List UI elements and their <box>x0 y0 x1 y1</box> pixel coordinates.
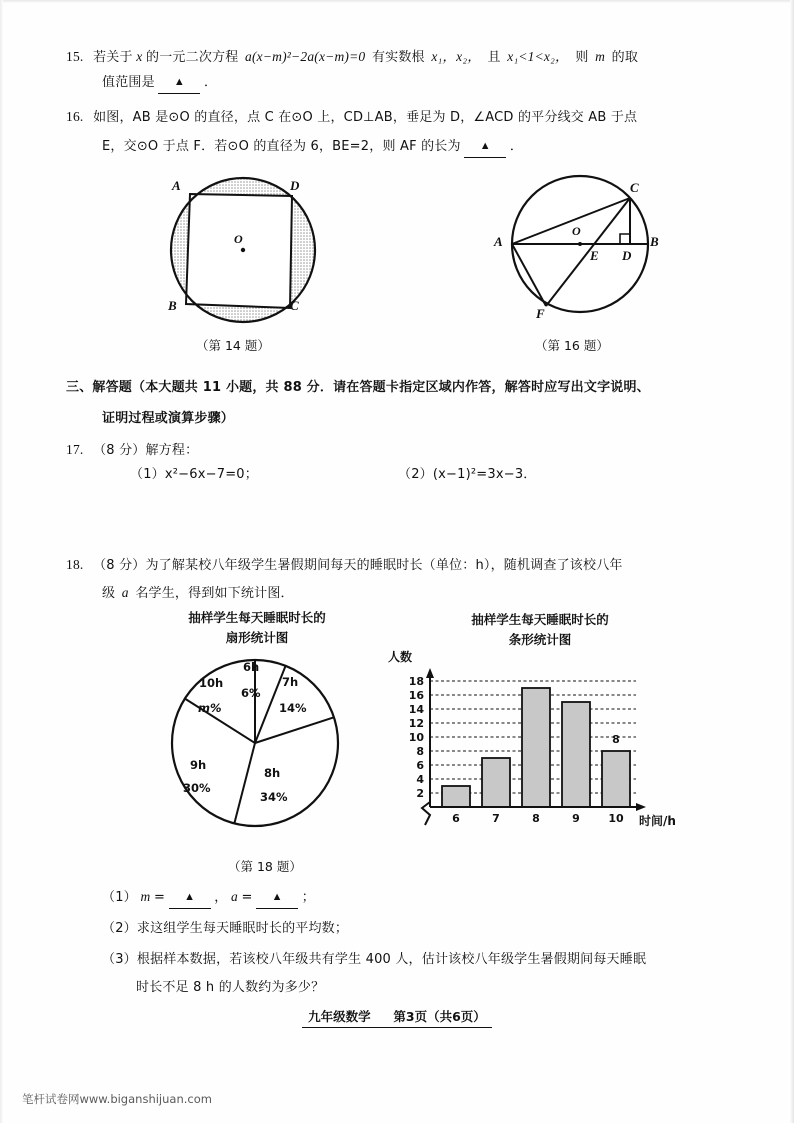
bar-ytick-12: 12 <box>408 717 424 730</box>
bar-chart-title-line-1: 抽样学生每天睡眠时长的 <box>471 612 609 627</box>
q18-part2-text: （2）求这组学生每天睡眠时长的平均数； <box>102 921 349 936</box>
bar-ytick-16: 16 <box>408 689 424 702</box>
figure-14-label-O: O <box>234 232 243 246</box>
bar-ytick-4: 4 <box>416 773 424 786</box>
question-18-part-2 <box>102 915 348 941</box>
q18-text-2b: 名学生，得到如下统计图． <box>135 586 294 601</box>
scan-edge-left <box>0 0 3 1123</box>
q18-part3-text-1: （3）根据样本数据，若该校八年级共有学生 400 人，估计该校八年级学生暑假期间每天睡眠 <box>102 952 647 967</box>
figure-16-label-B: B <box>650 234 659 249</box>
q17-equation-1: （1）x²−6x−7=0； <box>130 467 258 482</box>
blank-triangle-icon: ▲ <box>271 891 283 903</box>
figure-14-label-C: C <box>290 298 299 313</box>
pie-chart-title-line-1: 抽样学生每天睡眠时长的 <box>188 610 326 625</box>
q16-text-1: 如图，AB 是⊙O 的直径，点 C 在⊙O 上，CD⊥AB，垂足为 D，∠ACD 的平分线交 AB 于点 <box>93 110 638 125</box>
answer-blank-q16[interactable] <box>464 132 506 158</box>
pie-label-6h-name: 6h <box>243 660 260 674</box>
question-18-part-3-line-1 <box>102 946 646 972</box>
q15-text-c: 有实数根 <box>371 50 425 65</box>
q18-part1-separator: ， <box>214 890 228 905</box>
figure-16-label-A: A <box>494 234 503 249</box>
blank-triangle-icon: ▲ <box>479 140 491 152</box>
pie-label-9h-value: 30% <box>183 781 211 795</box>
answer-blank-q15[interactable] <box>158 68 200 94</box>
section-3-heading-line-2 <box>102 405 234 431</box>
q16-text-2: E，交⊙O 于点 F．若⊙O 的直径为 6，BE=2，则 AF 的长为 <box>102 139 461 154</box>
figure-18-caption: （第 18 题） <box>228 859 302 874</box>
q15-text-g: 值范围是 <box>102 75 155 90</box>
question-15-line-2 <box>102 69 217 95</box>
scan-edge-top <box>0 0 794 3</box>
figure-16-label-F: F <box>536 306 545 321</box>
blank-triangle-icon: ▲ <box>173 76 185 88</box>
question-17-number: 17. <box>66 442 84 457</box>
bar-ytick-14: 14 <box>408 703 424 716</box>
figure-16-label-C: C <box>630 180 639 195</box>
q18-part1-prefix: （1） <box>102 890 137 905</box>
q17-prompt-text: （8 分）解方程： <box>93 443 199 458</box>
pie-label-10h-value: m% <box>198 701 222 715</box>
bar-chart-y-axis-label: 人数 <box>388 650 413 664</box>
figure-16-caption: （第 16 题） <box>535 338 609 353</box>
q15-formula: a(x−m)²−2a(x−m)=0 <box>245 49 366 64</box>
question-17-part-1 <box>130 461 258 487</box>
pie-label-7h-value: 14% <box>279 701 307 715</box>
section-3-heading-line-1 <box>66 374 650 400</box>
bar-chart-x-axis-label: 时间/h <box>639 814 676 828</box>
question-18-line-1 <box>66 552 623 578</box>
pie-chart-title-line-2: 扇形统计图 <box>225 630 289 645</box>
q15-var-x: x <box>136 49 143 64</box>
bar-ytick-10: 10 <box>408 731 424 744</box>
q15-text-a: 若关于 <box>93 50 133 65</box>
q15-roots: x₁，x₂， <box>431 49 481 64</box>
q18-text-1: （8 分）为了解某校八年级学生暑假期间每天的睡眠时长（单位：h），随机调查了该校八年 <box>93 558 623 573</box>
figure-16-label-E: E <box>590 248 599 263</box>
bar-ytick-2: 2 <box>416 787 424 800</box>
bar-xtick-10: 10 <box>608 812 624 825</box>
figure-16 <box>484 172 694 337</box>
bar-data-label-10h: 8 <box>612 733 620 746</box>
figure-16-label-O: O <box>572 224 581 238</box>
question-17-prompt <box>66 437 198 463</box>
question-18-part-1 <box>102 884 315 910</box>
q15-var-m: m <box>595 49 606 64</box>
q18-var-a: a <box>121 585 129 600</box>
figure-14-label-D: D <box>290 178 300 193</box>
q15-text-f: 的取 <box>611 50 639 65</box>
q15-text-e: 则 <box>575 50 589 65</box>
bar-xtick-7: 7 <box>492 812 500 825</box>
bar-ytick-18: 18 <box>408 675 424 688</box>
figure-14 <box>138 172 348 332</box>
q18-part3-text-2: 时长不足 8 h 的人数约为多少？ <box>136 980 325 995</box>
figure-14-caption: （第 14 题） <box>196 338 270 353</box>
q18-part1-var-m: m <box>140 889 151 904</box>
pie-label-10h-name: 10h <box>199 676 224 690</box>
bar-chart <box>398 655 648 830</box>
scan-edge-right <box>790 0 794 1123</box>
question-15-number: 15. <box>66 49 84 64</box>
bar-chart-title-line-2: 条形统计图 <box>508 632 572 647</box>
q18-part1-end: ； <box>301 890 315 905</box>
footer-subject: 九年级数学 <box>308 1009 371 1024</box>
bar-xtick-6: 6 <box>452 812 460 825</box>
question-16-line-1 <box>66 104 637 130</box>
figure-16-label-D: D <box>622 248 632 263</box>
question-16-line-2 <box>102 133 523 159</box>
q15-text-b: 的一元二次方程 <box>146 50 239 65</box>
page-footer <box>0 1007 794 1028</box>
figure-14-label-A: A <box>172 178 181 193</box>
q16-period: ． <box>509 139 524 154</box>
question-16-number: 16. <box>66 109 84 124</box>
pie-label-9h-name: 9h <box>190 758 207 772</box>
pie-chart <box>160 648 350 838</box>
q15-period: ． <box>203 75 218 90</box>
figure-14-label-B: B <box>168 298 177 313</box>
footer-page-number: 第3页（共6页） <box>393 1009 486 1024</box>
q18-part1-equals-2: = <box>241 890 253 905</box>
section-3-text-2: 证明过程或演算步骤） <box>102 411 235 426</box>
bar-xtick-9: 9 <box>572 812 580 825</box>
site-watermark: 笔杆试卷网www.biganshijuan.com <box>22 1092 212 1106</box>
section-3-text-1: 三、解答题（本大题共 11 小题，共 88 分．请在答题卡指定区域内作答，解答时应写出文字说明、 <box>66 380 650 395</box>
answer-blank-q18-a[interactable] <box>256 883 298 909</box>
question-18-line-2 <box>102 580 294 606</box>
question-15-line-1 <box>66 44 638 70</box>
question-17-part-2 <box>398 461 537 487</box>
question-18-number: 18. <box>66 557 84 572</box>
q18-part1-var-a: a <box>231 889 238 904</box>
pie-label-7h-name: 7h <box>282 675 299 689</box>
q18-text-2a: 级 <box>102 586 116 601</box>
q15-text-d: 且 <box>487 50 501 65</box>
pie-label-8h-name: 8h <box>264 766 281 780</box>
q18-part1-equals-1: = <box>153 890 166 905</box>
bar-xtick-8: 8 <box>532 812 540 825</box>
answer-blank-q18-m[interactable] <box>169 883 211 909</box>
question-18-part-3-line-2 <box>136 974 324 1000</box>
pie-label-8h-value: 34% <box>260 790 288 804</box>
bar-ytick-8: 8 <box>416 745 424 758</box>
bar-ytick-6: 6 <box>416 759 424 772</box>
pie-label-6h-value: 6% <box>241 686 261 700</box>
q17-equation-2: （2）(x−1)²=3x−3． <box>398 467 537 482</box>
q15-inequality: x₁<1<x₂， <box>507 49 569 64</box>
blank-triangle-icon: ▲ <box>184 891 196 903</box>
